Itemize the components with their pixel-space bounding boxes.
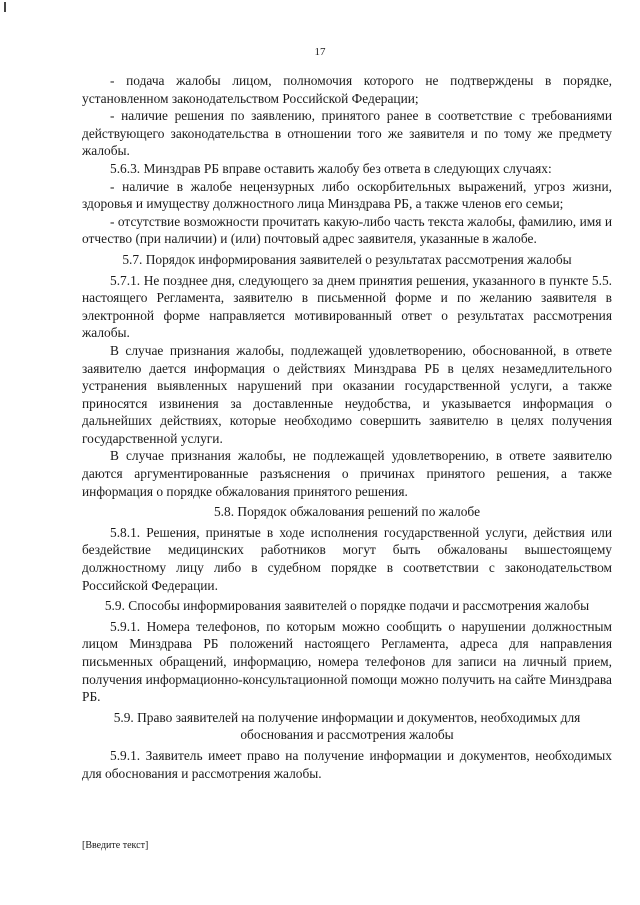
paragraph-bullet-4: - отсутствие возможности прочитать какую-либо часть текста жалобы, фамилию, имя и отчество (при наличии) и (или) почтовый адрес заявителя, указанные в жалобе. [82,213,612,247]
paragraph-5-7-1: 5.7.1. Не позднее дня, следующего за днем принятия решения, указанного в пункте 5.5. настоящего Регламента, заявителю в письменной форме и по желанию заявителя в электронной форме направляется мотивированный ответ о результатах рассмотрения жалобы. [82,272,612,341]
paragraph-5-6-3: 5.6.3. Минздрав РБ вправе оставить жалобу без ответа в следующих случаях: [110,160,552,176]
footer-placeholder[interactable]: [Введите текст] [82,840,149,851]
page-number: 17 [314,46,326,58]
section-heading-5-8: 5.8. Порядок обжалования решений по жалобе [213,504,481,520]
section-heading-5-9-a: 5.9. Способы информирования заявителей о порядке подачи и рассмотрения жалобы [104,598,590,614]
paragraph-5-9-1-b: 5.9.1. Заявитель имеет право на получение информации и документов, необходимых для обоснования и рассмотрения жалобы. [82,747,612,781]
scan-mark [4,2,6,12]
document-body [82,72,612,782]
paragraph-bullet-2: - наличие решения по заявлению, принятого ранее в соответствие с требованиями действующего законодательства в отношении того же заявителя и по тому же предмету жалобы. [82,108,612,159]
paragraph-bullet-1: - подача жалобы лицом, полномочия которого не подтверждены в порядке, установленном законодательством Российской Федерации; [82,73,612,106]
paragraph-bullet-3: - наличие в жалобе нецензурных либо оскорбительных выражений, угроз жизни, здоровья и имуществу должностного лица Минздрава РБ, а также членов его семьи; [82,178,612,212]
paragraph-not-satisfied: В случае признания жалобы, не подлежащей удовлетворению, в ответе заявителю даются аргументированные разъяснения о причинах принятого решения, а также информация о порядке обжалования принятого решения. [82,448,612,499]
paragraph-5-9-1-a: 5.9.1. Номера телефонов, по которым можно сообщить о нарушении должностным лицом Минздрава РБ положений настоящего Регламента, адреса для направления письменных обращений, информацию, номера телефонов для записи на личный прием, получения информационно-консультационной помощи можно получить на сайте Минздрава РБ. [82,618,612,705]
paragraph-satisfied: В случае признания жалобы, подлежащей удовлетворению, обоснованной, в ответе заявителю дается информация о действиях Минздрава РБ в целях незамедлительного устранения выявленных нарушений при оказании государственной услуги, а также приносятся извинения за доставленные неудобства, и указывается информация о дальнейших действиях, которые необходимо совершить заявителю в целях получения государственной услуги. [82,342,612,446]
paragraph-5-8-1: 5.8.1. Решения, принятые в ходе исполнения государственной услуги, действия или бездействие медицинских работников могут быть обжалованы вышестоящему должностному лицу либо в судебном порядке в соответствии с законодательством Российской Федерации. [82,524,612,593]
section-heading-5-9-b: 5.9. Право заявителей на получение информации и документов, необходимых для обоснования и рассмотрения жалобы [113,709,581,743]
section-heading-5-7: 5.7. Порядок информирования заявителей о результатах рассмотрения жалобы [122,251,572,267]
